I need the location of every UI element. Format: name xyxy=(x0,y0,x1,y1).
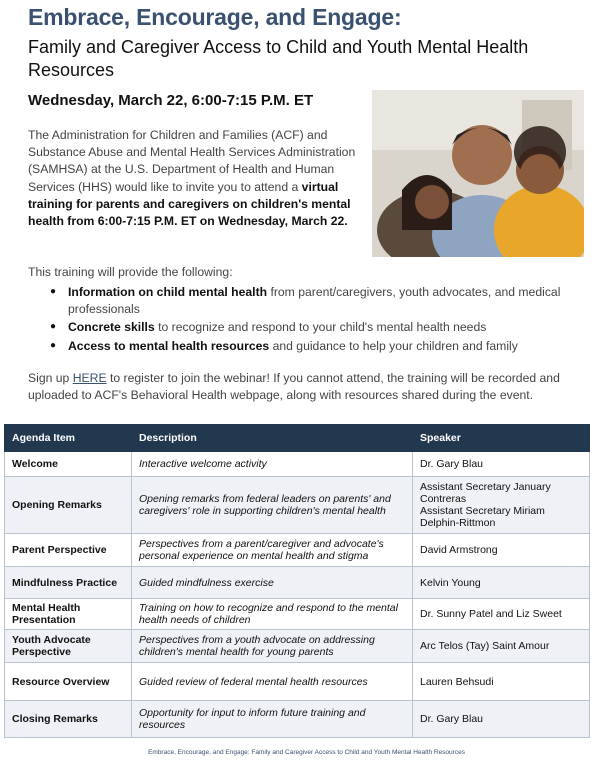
agenda-speaker: Arc Telos (Tay) Saint Amour xyxy=(413,630,590,663)
header-speaker: Speaker xyxy=(413,425,590,452)
family-photo xyxy=(372,90,584,257)
bullet-text: and guidance to help your children and family xyxy=(269,338,518,353)
agenda-description: Training on how to recognize and respond to the mental health needs of children xyxy=(132,599,413,630)
table-row xyxy=(5,452,590,477)
agenda-item: Mental Health Presentation xyxy=(5,599,132,630)
bullet-bold: Information on child mental health xyxy=(68,285,268,299)
agenda-description: Guided mindfulness exercise xyxy=(132,567,413,599)
intro-bold: virtual training for parents and caregivers on children's mental health from 6:00-7:15 P.M. ET on Wednesday, March 22. xyxy=(28,179,351,229)
bullet-text: from parent/caregivers, youth advocates, and medical professionals xyxy=(68,285,561,316)
table-row xyxy=(5,663,590,701)
agenda-speaker: Dr. Sunny Patel and Liz Sweet xyxy=(413,599,590,630)
agenda-item: Closing Remarks xyxy=(5,701,132,738)
list-item xyxy=(50,338,590,355)
bullet-bold: Concrete skills xyxy=(68,320,155,334)
agenda-item: Welcome xyxy=(5,452,132,477)
list-item xyxy=(50,284,590,317)
agenda-description: Interactive welcome activity xyxy=(132,452,413,477)
table-row xyxy=(5,701,590,738)
agenda-table xyxy=(4,424,590,738)
agenda-item: Parent Perspective xyxy=(5,534,132,567)
agenda-speaker: Lauren Behsudi xyxy=(413,663,590,701)
intro-text: The Administration for Children and Families (ACF) and Substance Abuse and Mental Health Services Administration (SAMHSA) at the U.S. Department of Health and Human Services (HHS) would like to invite you to attend a xyxy=(28,128,356,194)
list-item xyxy=(50,319,590,336)
page-subtitle: Family and Caregiver Access to Child and Youth Mental Health Resources xyxy=(28,37,529,80)
register-link[interactable]: HERE xyxy=(72,371,107,385)
header-agenda-item: Agenda Item xyxy=(5,425,132,452)
table-row xyxy=(5,630,590,663)
table-row xyxy=(5,477,590,534)
agenda-speaker: Assistant Secretary January Contreras Assistant Secretary Miriam Delphin-Rittmon xyxy=(413,477,590,534)
agenda-description: Opportunity for input to inform future training and resources xyxy=(132,701,413,738)
table-row xyxy=(5,567,590,599)
provide-label: This training will provide the following: xyxy=(28,265,233,279)
agenda-item: Youth Advocate Perspective xyxy=(5,630,132,663)
agenda-description: Guided review of federal mental health resources xyxy=(132,663,413,701)
intro-paragraph xyxy=(28,127,364,230)
agenda-item: Mindfulness Practice xyxy=(5,567,132,599)
table-row xyxy=(5,534,590,567)
event-date: Wednesday, March 22, 6:00-7:15 P.M. ET xyxy=(28,92,314,109)
agenda-speaker: Kelvin Young xyxy=(413,567,590,599)
table-header-row xyxy=(5,425,590,452)
bullet-bold: Access to mental health resources xyxy=(68,338,270,353)
table-row xyxy=(5,599,590,630)
agenda-speaker: Dr. Gary Blau xyxy=(413,701,590,738)
agenda-description: Perspectives from a youth advocate on addressing children's mental health for young parents xyxy=(132,630,413,663)
agenda-description: Opening remarks from federal leaders on parents' and caregivers' role in supporting children's mental health xyxy=(132,477,413,534)
header-description: Description xyxy=(132,425,413,452)
agenda-description: Perspectives from a parent/caregiver and advocate's personal experience on mental health and stigma xyxy=(132,534,413,567)
signup-paragraph xyxy=(28,370,588,404)
agenda-item: Resource Overview xyxy=(5,663,132,701)
signup-prefix: Sign up xyxy=(28,371,73,385)
agenda-speaker: Dr. Gary Blau xyxy=(413,452,590,477)
benefits-list xyxy=(50,284,590,356)
agenda-speaker: David Armstrong xyxy=(413,534,590,567)
bullet-text: to recognize and respond to your child's mental health needs xyxy=(154,320,487,334)
signup-suffix: to register to join the webinar! If you cannot attend, the training will be recorded and uploaded to ACF's Behavioral Health webpage, along with resources shared during the event. xyxy=(28,371,560,402)
page-footer: Embrace, Encourage, and Engage: Family and Caregiver Access to Child and Youth Mental Health Resources xyxy=(148,749,465,756)
agenda-item: Opening Remarks xyxy=(5,477,132,534)
page-title: Embrace, Encourage, and Engage: xyxy=(28,4,402,30)
